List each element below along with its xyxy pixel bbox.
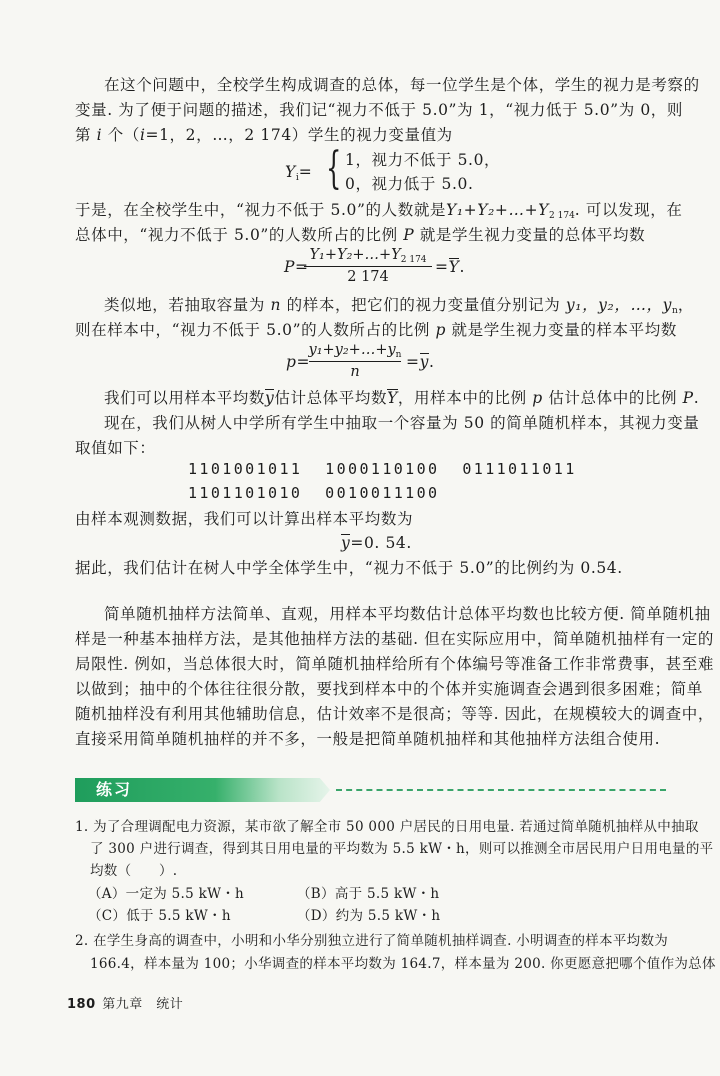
text: ，: [677, 296, 694, 314]
paragraph-line: [75, 199, 682, 227]
question-line: 1. 为了合理调配电力资源，某市欲了解全市 50 000 户居民的日用电量. 若通过简单随机抽样从中抽取: [75, 819, 699, 835]
paragraph-line: 变量. 为了便于问题的描述，我们记“视力不低于 5.0”为 1，“视力低于 5.0”为 0，则: [75, 101, 683, 119]
text: 类似地，若抽取容量为: [104, 296, 266, 314]
fraction-line: [309, 361, 401, 362]
text: 我们可以用样本平均数: [104, 389, 266, 407]
fraction-denominator: 2 174: [347, 269, 389, 285]
Y-bar: Y: [448, 258, 460, 276]
result-formula: [341, 532, 412, 554]
text: 就是学生视力变量的样本平均数: [451, 321, 677, 339]
paragraph-line: 简单随机抽样方法简单、直观，用样本平均数估计总体平均数也比较方便. 简单随机抽: [104, 605, 711, 623]
paragraph-line: 据此，我们估计在树人中学全体学生中，“视力不低于 5.0”的比例约为 0.54.: [75, 559, 623, 577]
text: =: [406, 353, 420, 371]
case-line: 1，视力不低于 5.0，: [345, 151, 501, 169]
text: =1，2，…，2 174）学生的视力变量值为: [145, 126, 453, 144]
page-footer: [67, 993, 183, 1012]
Y-bar: Y: [387, 389, 398, 407]
paragraph-line: 现在，我们从树人中学所有学生中抽取一个容量为 50 的简单随机样本，其视力变量: [104, 414, 700, 432]
paragraph-line: 样是一种基本抽样方法，是其他抽样方法的基础. 但在实际应用中，简单随机抽样有一定的: [75, 630, 714, 648]
chapter-label: 第九章 统计: [102, 997, 184, 1012]
case-lhs: $Y_i=$: [285, 163, 313, 183]
var-i: i: [139, 126, 146, 144]
formula: Y₁+Y₂+…+Y: [446, 201, 550, 219]
paragraph-line: [75, 124, 453, 146]
y-bar: y: [265, 389, 275, 407]
dashed-divider: [336, 789, 666, 791]
var-P: P: [682, 389, 694, 407]
paragraph-line: 取值如下：: [75, 439, 156, 457]
fraction-line: [304, 266, 432, 267]
text: 总体中，“视力不低于 5.0”的人数所占的比例: [75, 226, 398, 244]
subscript: 2 174: [549, 211, 575, 221]
formula-rhs: =y.: [406, 353, 435, 371]
paragraph-line: 直接采用简单随机抽样的并不多，一般是把简单随机抽样和其他抽样方法组合使用.: [75, 730, 661, 748]
text: ，用样本中的比例: [397, 389, 527, 407]
question-line: 均数（ ）.: [90, 863, 178, 879]
subscript: n: [395, 350, 402, 360]
option-b: （B）高于 5.5 kW・h: [297, 886, 440, 902]
formula: y₁，y₂，…，y: [565, 296, 673, 314]
text: 估计总体平均数: [274, 389, 388, 407]
paragraph-line: 随机抽样没有利用其他辅助信息，估计效率不是很高；等等. 因此，在规模较大的调查中，: [75, 705, 714, 723]
var-n: n: [270, 296, 282, 314]
paragraph-line: 局限性. 例如，当总体很大时，简单随机抽样给所有个体编号等准备工作非常费事，甚至难: [75, 655, 714, 673]
var-Y: Y: [285, 163, 296, 181]
text: . 可以发现，在: [574, 201, 683, 219]
text: .: [693, 389, 700, 407]
binary-data-row: 1101001011 1000110100 0111011011: [188, 460, 577, 478]
subscript: n: [672, 306, 678, 316]
option-d: （D）约为 5.5 kW・h: [297, 908, 441, 924]
formula-rhs: =Y.: [435, 258, 465, 276]
var-P: P: [403, 226, 415, 244]
option-a: （A）一定为 5.5 kW・h: [88, 886, 245, 902]
text: 就是学生视力变量的总体平均数: [419, 226, 646, 244]
var-i: i: [96, 126, 103, 144]
formula-lhs: p=: [286, 353, 311, 371]
exercise-title: 练习: [96, 780, 133, 799]
binary-data-row: 1101101010 0010011100: [188, 484, 440, 502]
paragraph-line: [104, 387, 699, 409]
formula-lhs: P=: [284, 258, 309, 276]
text: 的样本，把它们的视力变量值分别记为: [286, 296, 561, 314]
text: =0. 54.: [350, 534, 412, 552]
paragraph-line: [75, 319, 677, 341]
text: 个（: [107, 126, 140, 144]
subscript: 2 174: [400, 255, 427, 265]
y-bar: y: [341, 534, 351, 552]
brace: {: [326, 143, 342, 194]
fraction-denominator: n: [350, 364, 360, 380]
case-line: 0，视力低于 5.0.: [345, 175, 474, 193]
text: y₁+y₂+…+y: [308, 342, 396, 358]
text: Y₁+Y₂+…+Y: [309, 247, 401, 263]
text: 估计总体中的比例: [548, 389, 678, 407]
paragraph-line: 由样本观测数据，我们可以计算出样本平均数为: [75, 510, 414, 528]
var-p: p: [532, 389, 543, 407]
paragraph-line: 以做到；抽中的个体往往很分散，要找到样本中的个体并实施调查会遇到很多困难；简单: [75, 680, 703, 698]
paragraph-line: 在这个问题中，全校学生构成调查的总体，每一位学生是个体，学生的视力是考察的: [104, 76, 700, 94]
subscript: i: [295, 173, 299, 183]
text: 于是，在全校学生中，“视力不低于 5.0”的人数就是: [75, 201, 447, 219]
paragraph-line: [75, 224, 645, 246]
option-c: （C）低于 5.5 kW・h: [88, 908, 231, 924]
text: 第: [75, 126, 92, 144]
text: =: [435, 258, 449, 276]
paragraph-line: [104, 294, 694, 322]
question-line: 了 300 户进行调查，得到其日用电量的平均数为 5.5 kW・h，则可以推测全市居民用户日用电量的平: [90, 841, 714, 857]
page-number: 180: [67, 997, 96, 1012]
text: 则在样本中，“视力不低于 5.0”的人数所占的比例: [75, 321, 430, 339]
question-line: 166.4，样本量为 100；小华调查的样本平均数为 164.7，样本量为 200. 你更愿意把哪个值作为总体: [90, 956, 716, 972]
question-line: 2. 在学生身高的调查中，小明和小华分别独立进行了简单随机抽样调查. 小明调查的样本平均数为: [75, 933, 669, 949]
var-p: p: [435, 321, 446, 339]
y-bar: y: [419, 353, 429, 371]
